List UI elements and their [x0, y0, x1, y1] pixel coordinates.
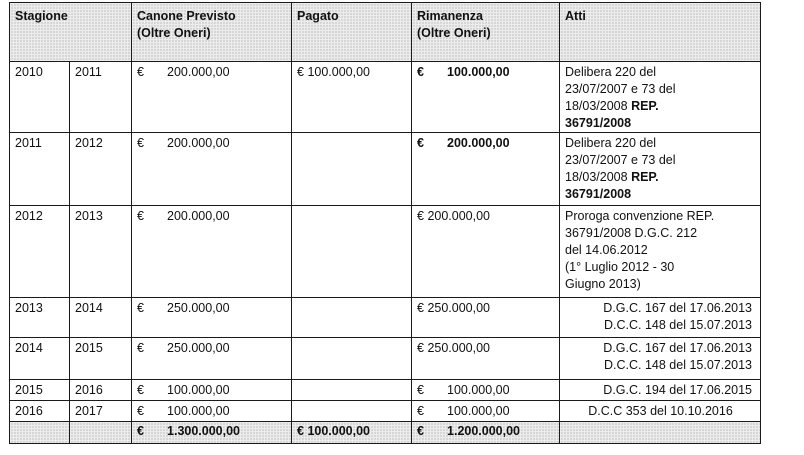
total-canone: € 1.300.000,00 [132, 422, 292, 444]
header-stagione: Stagione [10, 3, 132, 62]
canone-cell: € 200.000,00 [132, 62, 292, 133]
season-to: 2011 [70, 62, 132, 133]
season-to: 2012 [70, 133, 132, 206]
atti-cell: D.G.C. 167 del 17.06.2013 D.C.C. 148 del 15.07.2013 [560, 338, 761, 380]
table-row [10, 338, 761, 380]
atti-cell: D.G.C. 167 del 17.06.2013 D.C.C. 148 del 15.07.2013 [560, 298, 761, 338]
canone-cell: € 250.000,00 [132, 298, 292, 338]
canone-cell: € 200.000,00 [132, 206, 292, 298]
season-to: 2016 [70, 380, 132, 401]
atti-cell: Delibera 220 del 23/07/2007 e 73 del 18/03/2008 REP. 36791/2008 [560, 62, 761, 133]
table-row [10, 206, 761, 298]
total-season-from [10, 422, 70, 444]
total-season-to [70, 422, 132, 444]
pagato-cell: € 100.000,00 [292, 62, 412, 133]
atti-cell: D.G.C. 194 del 17.06.2015 [560, 380, 761, 401]
header-canone: Canone Previsto (Oltre Oneri) [132, 3, 292, 62]
rimanenza-cell: € 200.000,00 [412, 206, 560, 298]
pagato-cell [292, 206, 412, 298]
rimanenza-cell: € 200.000,00 [412, 133, 560, 206]
pagato-cell [292, 380, 412, 401]
season-from: 2011 [10, 133, 70, 206]
season-from: 2013 [10, 298, 70, 338]
table-row [10, 380, 761, 401]
total-rimanenza: € 1.200.000,00 [412, 422, 560, 444]
header-rimanenza: Rimanenza (Oltre Oneri) [412, 3, 560, 62]
table-header-row [10, 3, 761, 62]
header-pagato: Pagato [292, 3, 412, 62]
table-row [10, 401, 761, 422]
season-from: 2012 [10, 206, 70, 298]
atti-cell: Proroga convenzione REP. 36791/2008 D.G.C. 212 del 14.06.2012 (1° Luglio 2012 - 30 Giugno 2013) [560, 206, 761, 298]
payments-table [9, 2, 761, 444]
pagato-cell [292, 401, 412, 422]
canone-cell: € 200.000,00 [132, 133, 292, 206]
canone-cell: € 100.000,00 [132, 380, 292, 401]
rimanenza-cell: € 100.000,00 [412, 380, 560, 401]
season-from: 2010 [10, 62, 70, 133]
atti-cell: D.C.C 353 del 10.10.2016 [560, 401, 761, 422]
pagato-cell [292, 338, 412, 380]
table-row [10, 62, 761, 133]
rimanenza-cell: € 100.000,00 [412, 401, 560, 422]
atti-cell: Delibera 220 del 23/07/2007 e 73 del 18/03/2008 REP. 36791/2008 [560, 133, 761, 206]
table-row [10, 298, 761, 338]
season-from: 2015 [10, 380, 70, 401]
season-to: 2013 [70, 206, 132, 298]
header-atti: Atti [560, 3, 761, 62]
season-to: 2014 [70, 298, 132, 338]
season-from: 2016 [10, 401, 70, 422]
season-to: 2017 [70, 401, 132, 422]
canone-cell: € 250.000,00 [132, 338, 292, 380]
canone-cell: € 100.000,00 [132, 401, 292, 422]
pagato-cell [292, 133, 412, 206]
rimanenza-cell: € 100.000,00 [412, 62, 560, 133]
rimanenza-cell: € 250.000,00 [412, 338, 560, 380]
table-row [10, 133, 761, 206]
total-pagato: € 100.000,00 [292, 422, 412, 444]
season-from: 2014 [10, 338, 70, 380]
pagato-cell [292, 298, 412, 338]
season-to: 2015 [70, 338, 132, 380]
total-row [10, 422, 761, 444]
rimanenza-cell: € 250.000,00 [412, 298, 560, 338]
total-atti [560, 422, 761, 444]
